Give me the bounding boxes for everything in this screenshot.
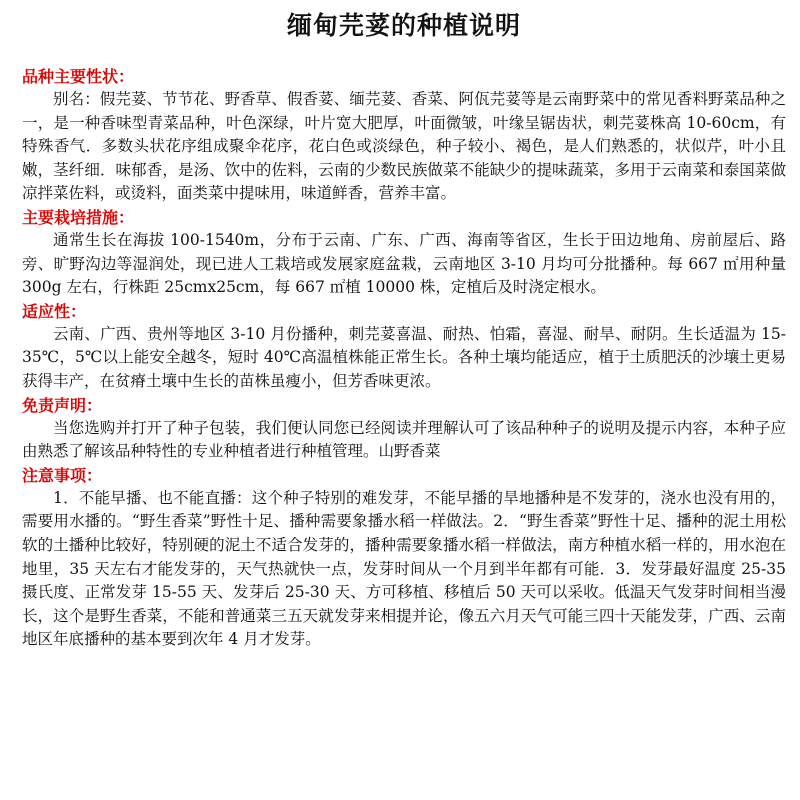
section-body: 1．不能早播、也不能直播：这个种子特别的难发芽，不能早播的旱地播种是不发芽的，浇水也没有用的，需要用水播的。“野生香菜”野性十足、播种需要象播水稻一样做法。2．“野生香菜”野性十足、播种的泥土用松软的土播种比较好，特别硬的泥土不适合发芽的，播种需要象播水稻一样做法，南方种植水稻一样的，用水泡在地里，35 天左右才能发芽的，天气热就快一点，发芽时间从一个月到半年都有可能．3．发芽最好温度 25-35 摄氏度、正常发芽 15-55 天、发芽后 25-30 天、方可移植、移植后 50 天可以采收。低温天气发芽时间相当漫长，这个是野生香菜，不能和普通菜三五天就发芽来相提并论，像五六月天气可能三四十天能发芽，广西、云南地区年底播种的基本要到次年 4 月才发芽。 xyxy=(22,488,786,649)
section-body: 通常生长在海拔 100-1540m，分布于云南、广东、广西、海南等省区，生长于田边地角、房前屋后、路旁、旷野沟边等湿润处，现已进人工栽培或发展家庭盆栽，云南地区 3-10 月均可分批播种。每 667 ㎡用种量 300g 左右，行株距 25cmx25cm，每 667 ㎡植 10000 株，定植后及时浇定根水。 xyxy=(22,230,786,297)
section-heading: 免责声明： xyxy=(22,395,103,415)
section-heading: 适应性： xyxy=(22,301,87,321)
document-title: 缅甸芫荽的种植说明 xyxy=(286,11,521,40)
section-heading: 主要栽培措施： xyxy=(22,207,135,227)
section-heading: 品种主要性状： xyxy=(22,67,135,86)
section-adaptability xyxy=(22,300,786,394)
section-variety-traits xyxy=(22,65,786,206)
section-body: 云南、广西、贵州等地区 3-10 月份播种，刺芫荽喜温、耐热、怕霜，喜湿、耐旱、耐阴。生长适温为 15-35℃，5℃以上能安全越冬，短时 40℃高温植株能正常生长。各种土壤均能适应，植于土质肥沃的沙壤土更易获得丰产，在贫瘠土壤中生长的苗株虽瘦小，但芳香味更浓。 xyxy=(22,324,786,390)
section-heading: 注意事项： xyxy=(22,465,103,485)
section-body: 当您选购并打开了种子包装，我们便认同您已经阅读并理解认可了该品种种子的说明及提示内容，本种子应由熟悉了解该品种特性的专业种植者进行种植管理。山野香菜 xyxy=(22,418,786,461)
section-body: 别名：假芫荽、节节花、野香草、假香荽、缅芫荽、香菜、阿佤芫荽等是云南野菜中的常见香料野菜品种之一，是一种香味型青菜品种，叶色深绿，叶片宽大肥厚，叶面微皱，叶缘呈锯齿状，刺芫荽株高 10-60cm，有特殊香气．多数头状花序组成聚伞花序，花白色或淡绿色，种子较小、褐色，是人们熟悉的，状似芹，叶小且嫩，茎纤细．味郁香，是汤、饮中的佐料，云南的少数民族做菜不能缺少的提味蔬菜，多用于云南菜和泰国菜做凉拌菜佐料，或烫料，面类菜中提味用，味道鲜香，营养丰富。 xyxy=(22,90,786,203)
section-cultivation xyxy=(22,206,786,300)
section-disclaimer xyxy=(22,394,786,464)
section-notes xyxy=(22,464,786,652)
